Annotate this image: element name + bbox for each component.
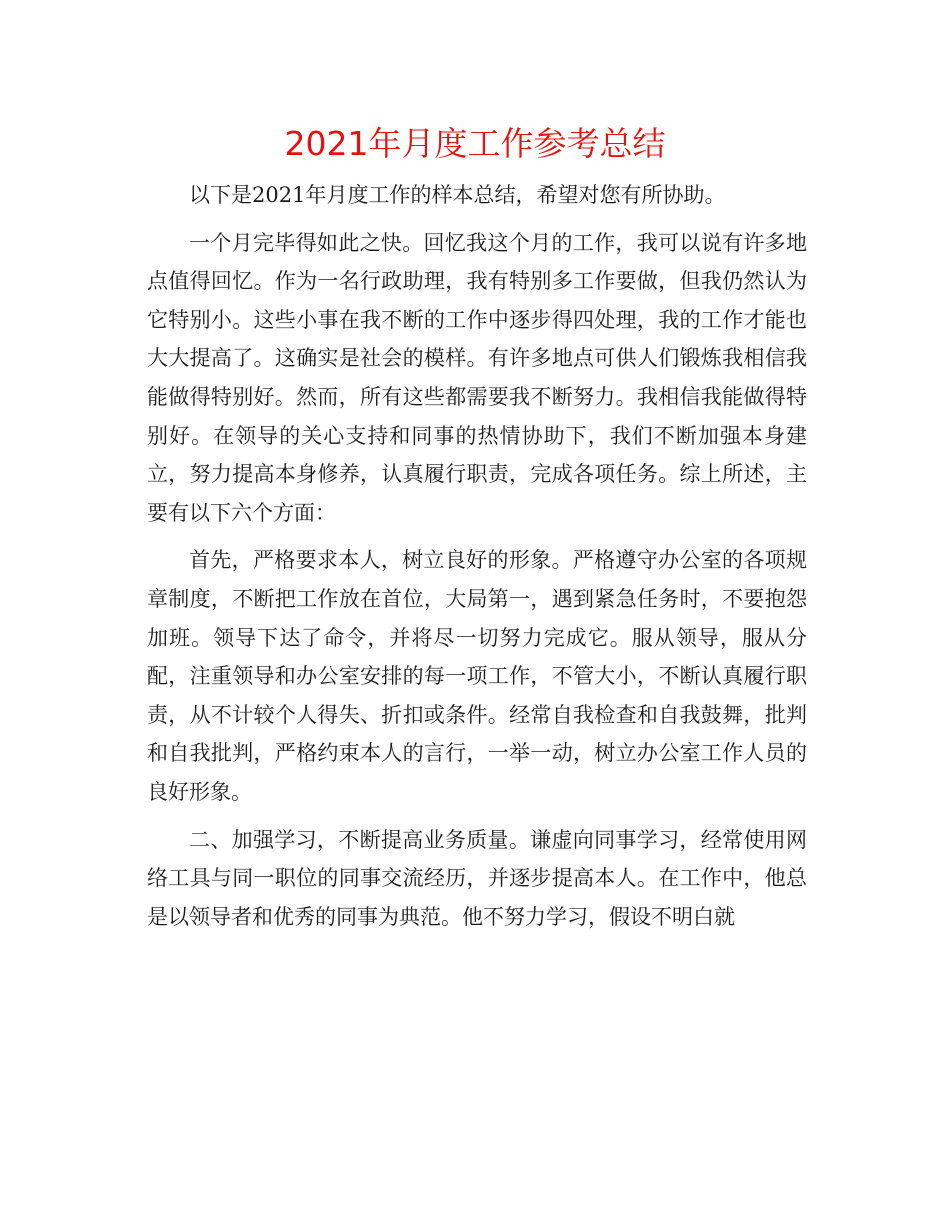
document-title: 2021年月度工作参考总结: [284, 124, 666, 163]
paragraph-second-point: 二、加强学习，不断提高业务质量。谦虚向同事学习，经常使用网络工具与同一职位的同事交流经历，并逐步提高本人。在工作中，他总是以领导者和优秀的同事为典范。他不努力学习，假设不明白就: [147, 827, 807, 929]
paragraph-intro: 以下是2021年月度工作的样本总结，希望对您有所协助。: [189, 183, 726, 207]
paragraph-first-point: 首先，严格要求本人，树立良好的形象。严格遵守办公室的各项规章制度，不断把工作放在首位，大局第一，遇到紧急任务时，不要抱怨加班。领导下达了命令，并将尽一切努力完成它。服从领导，服从分配，注重领导和办公室安排的每一项工作，不管大小，不断认真履行职责，从不计较个人得失、折扣或条件。经常自我检查和自我鼓舞，批判和自我批判，严格约束本人的言行，一举一动，树立办公室工作人员的良好形象。: [147, 548, 807, 804]
paragraph-overview: 一个月完毕得如此之快。回忆我这个月的工作，我可以说有许多地点值得回忆。作为一名行政助理，我有特别多工作要做，但我仍然认为它特别小。这些小事在我不断的工作中逐步得四处理，我的工作才能也大大提高了。这确实是社会的模样。有许多地点可供人们锻炼我相信我能做得特别好。然而，所有这些都需要我不断努力。我相信我能做得特别好。在领导的关心支持和同事的热情协助下，我们不断加强本身建立，努力提高本身修养，认真履行职责，完成各项任务。综上所述，主要有以下六个方面：: [147, 230, 807, 525]
document-body: [147, 176, 807, 936]
